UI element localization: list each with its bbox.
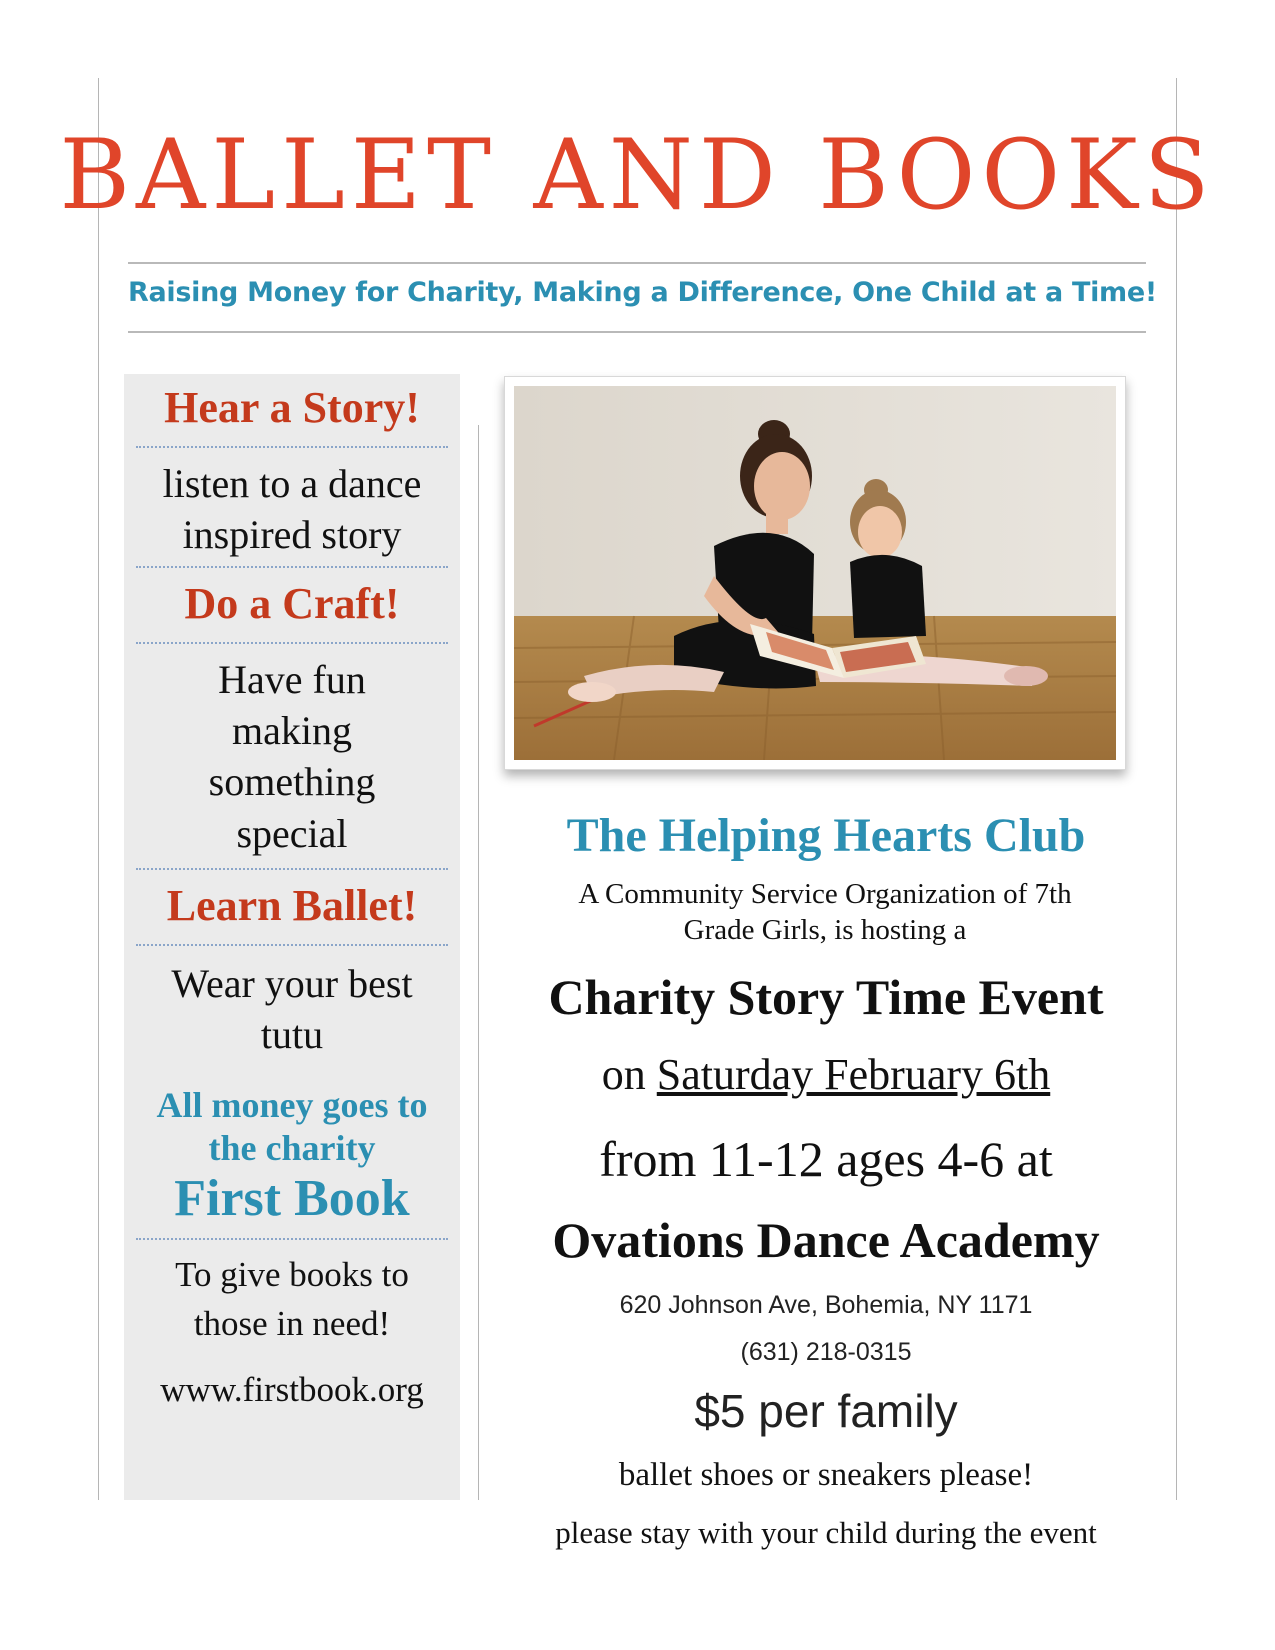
page-border-left	[98, 78, 99, 1500]
sidebar-text-craft: Have fun making something special	[208, 657, 376, 856]
sidebar-heading-craft: Do a Craft!	[184, 579, 400, 628]
dotted-divider	[136, 566, 448, 568]
sidebar	[124, 374, 460, 1500]
event-name: Charity Story Time Event	[548, 969, 1104, 1025]
venue-name: Ovations Dance Academy	[552, 1212, 1100, 1268]
flyer-title: BALLET AND BOOKS	[59, 119, 1216, 231]
event-date: Saturday February 6th	[656, 1050, 1051, 1099]
divider-bottom	[128, 331, 1146, 333]
dotted-divider	[136, 642, 448, 644]
tagline: Raising Money for Charity, Making a Difference, One Child at a Time!	[128, 277, 1157, 308]
attire-note: ballet shoes or sneakers please!	[618, 1457, 1034, 1493]
divider-top	[128, 262, 1146, 264]
charity-purpose: To give books to those in need!	[175, 1255, 409, 1343]
date-prefix: on	[601, 1050, 646, 1099]
event-price: $5 per family	[694, 1385, 958, 1437]
sidebar-heading-story: Hear a Story!	[164, 383, 420, 432]
sidebar-heading-ballet: Learn Ballet!	[166, 881, 418, 930]
sidebar-text-ballet: Wear your best tutu	[171, 961, 413, 1058]
club-name: The Helping Hearts Club	[566, 809, 1086, 862]
supervision-note: please stay with your child during the event	[555, 1515, 1097, 1550]
dotted-divider	[136, 868, 448, 870]
dotted-divider	[136, 446, 448, 448]
column-divider	[478, 425, 479, 1500]
photo-ballerinas-reading	[514, 386, 1116, 760]
charity-url[interactable]: www.firstbook.org	[160, 1370, 424, 1409]
event-time: from 11-12 ages 4-6 at	[599, 1131, 1053, 1187]
charity-name: First Book	[174, 1170, 410, 1227]
dotted-divider	[136, 944, 448, 946]
dotted-divider	[136, 1238, 448, 1240]
charity-intro: All money goes to the charity	[156, 1085, 428, 1169]
venue-phone: (631) 218-0315	[740, 1338, 912, 1366]
sidebar-text-story: listen to a dance inspired story	[162, 461, 422, 558]
page-border-right	[1176, 78, 1177, 1500]
photo-frame	[504, 376, 1126, 770]
event-date-line	[508, 1049, 1144, 1100]
venue-address: 620 Johnson Ave, Bohemia, NY 1171	[619, 1291, 1033, 1319]
organization-description: A Community Service Organization of 7th Grade Girls, is hosting a	[578, 878, 1072, 947]
